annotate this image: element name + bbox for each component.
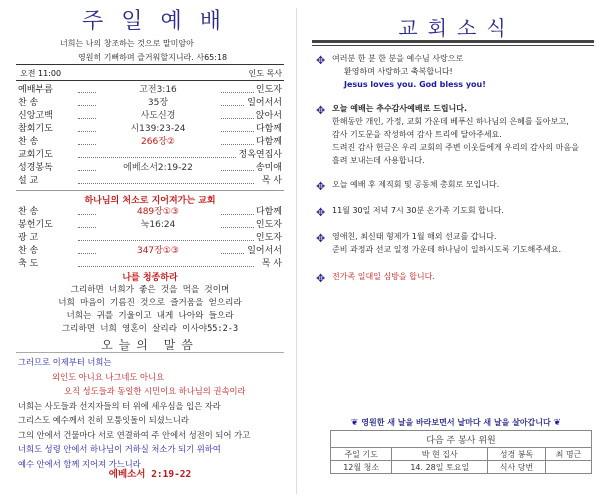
order-reference: 시139:23-24 <box>96 123 220 136</box>
order-reference: 266장② <box>96 136 220 149</box>
order-reference: 489장①③ <box>96 206 220 219</box>
order-row <box>16 123 284 136</box>
news-line: 한해동안 개인, 가정, 교회 가운데 베푸신 하나님의 은혜를 돌아보고, <box>332 117 569 126</box>
order-label: 찬 송 <box>18 246 39 256</box>
service-roster-table <box>330 430 592 474</box>
news-line: 11월 30일 저녁 7시 30분 온가족 기도회 합니다. <box>332 206 504 215</box>
today-word-heading: 오늘의 말씀 <box>101 338 199 352</box>
table-cell: 박 현 집사 <box>392 448 488 461</box>
scripture-line: 예수 안에서 함께 지어져 가느니라 <box>18 458 141 469</box>
scripture-line: 외인도 아니요 나그네도 아니요 <box>52 371 165 382</box>
dove-icon: ✥ <box>316 272 326 285</box>
dot-leader <box>78 266 254 267</box>
news-title: 교회소식 <box>398 16 516 40</box>
order-row <box>16 84 284 97</box>
order-person: 인도자 <box>255 233 282 243</box>
worship-title: 주일예배 <box>82 9 240 34</box>
scripture-line: 오직 성도들과 동일한 시민이요 하나님의 권속이라 <box>64 386 246 396</box>
scripture-passage <box>18 355 284 471</box>
table-row <box>331 431 592 448</box>
order-person: 목 사 <box>261 176 282 186</box>
worship-order-list-2 <box>16 206 284 271</box>
roster-caption: 다음 주 봉사 위원 <box>331 431 592 448</box>
news-line: 드려진 감사 헌금은 우리 교회의 주변 이웃들에게 우리의 감사의 마음을 <box>332 143 579 152</box>
order-reference: 에베소서2:19-22 <box>96 162 220 175</box>
order-row <box>16 175 284 188</box>
service-time: 오전 11:00 <box>20 69 62 78</box>
header-rule <box>16 64 284 65</box>
order-label: 찬 송 <box>18 98 39 108</box>
order-row <box>16 97 284 110</box>
epigraph-line-1: 너희는 나의 창조하는 것으로 말미암아 <box>60 39 194 48</box>
order-row <box>16 136 284 149</box>
news-line: 준비 과정과 선교 일정 가운데 하나님이 일하시도록 기도해주세요. <box>332 245 561 254</box>
order-label: 신앙고백 <box>18 111 53 121</box>
prayer-line: 그리하면 너희 영혼이 살리라 이사야55:2-3 <box>61 324 239 334</box>
sermon-title: 하나님의 처소로 지어져가는 교회 <box>84 196 216 206</box>
scripture-line: 그러므로 이제부터 너희는 <box>18 357 112 367</box>
order-label: 봉헌기도 <box>18 220 53 230</box>
worship-order-column <box>16 0 284 501</box>
order-row <box>16 149 284 162</box>
church-news-column <box>312 0 594 501</box>
order-reference: 눅16:24 <box>96 219 220 232</box>
table-row <box>331 448 592 461</box>
news-line: 여러분 한 분 한 분을 예수님 사랑으로 <box>332 54 464 63</box>
time-row <box>20 68 282 79</box>
dove-icon: ✥ <box>316 104 326 117</box>
table-row <box>331 461 592 474</box>
table-cell: 12월 청소 <box>331 461 392 474</box>
motto-text: 영원한 새 날을 바라보면서 날마다 새 날을 살아갑니다 <box>361 418 551 427</box>
dot-leader <box>78 240 254 241</box>
prayer-line: 너희 마음이 기름진 것으로 즐거움을 얻으리라 <box>58 298 242 308</box>
order-label: 성경봉독 <box>18 163 53 173</box>
table-cell: 식사 당번 <box>488 461 546 474</box>
order-reference: 고전3:16 <box>96 84 220 97</box>
order-person: 목 사 <box>261 259 282 269</box>
scripture-line: 너희도 성령 안에서 하나님이 거하실 처소가 되기 위하여 <box>18 444 221 454</box>
dove-icon: ✥ <box>316 206 326 219</box>
order-row <box>16 162 284 175</box>
flourish-icon: ❦ <box>350 418 359 428</box>
prayer-verse <box>16 284 284 336</box>
order-person: 정옥연집사 <box>238 150 282 160</box>
prayer-line: 너희는 귀를 기울이고 내게 나아와 들으라 <box>66 311 234 321</box>
order-reference: 347장①③ <box>96 245 220 258</box>
order-person: 일어서서 <box>247 98 282 108</box>
order-person: 인도자 <box>255 85 282 95</box>
order-reference: 사도신경 <box>96 110 220 123</box>
order-row <box>16 232 284 245</box>
order-reference: 35장 <box>96 97 220 110</box>
order-person: 인도자 <box>255 220 282 230</box>
table-cell: 14. 28일 토요일 <box>392 461 488 474</box>
epigraph-line-2: 영원히 기뻐하며 즐거워할지니라. 사65:18 <box>78 53 228 62</box>
order-row <box>16 219 284 232</box>
news-line-english: Jesus loves you. God bless you! <box>344 80 486 89</box>
flourish-icon: ❦ <box>553 418 562 428</box>
order-person: 앉아서 <box>255 111 282 121</box>
dot-leader <box>78 183 254 184</box>
order-label: 찬 송 <box>18 207 39 217</box>
table-cell: 성경 봉독 <box>488 448 546 461</box>
news-line: 감사 기도문을 작성하여 감사 트리에 달아주세요. <box>332 130 502 139</box>
worship-order-list <box>16 84 284 188</box>
news-line: 환영하며 사랑하고 축복합니다! <box>344 67 453 76</box>
order-label: 광 고 <box>18 233 39 243</box>
today-word-rule <box>16 352 284 353</box>
news-title-rule <box>312 40 594 43</box>
order-person: 다함께 <box>255 207 282 217</box>
dove-icon: ✥ <box>316 232 326 245</box>
motto-banner <box>322 416 590 430</box>
order-row <box>16 110 284 123</box>
news-title-rule-thin <box>312 45 594 46</box>
news-line: 흘려 보내는데 사용합니다. <box>332 156 425 165</box>
order-label: 예배부름 <box>18 85 53 95</box>
table-cell: 주일 기도 <box>331 448 392 461</box>
table-cell: 최 명근 <box>545 448 591 461</box>
order-rule <box>16 190 284 191</box>
news-line: 영애친, 최신태 형제가 1월 해외 선교를 갑니다. <box>332 232 497 241</box>
order-row <box>16 206 284 219</box>
scripture-line: 그의 안에서 건물마다 서로 연결하여 주 안에서 성전이 되어 가고 <box>18 429 251 440</box>
dot-leader <box>78 157 254 158</box>
order-row <box>16 245 284 258</box>
order-label: 찬 송 <box>18 137 39 147</box>
dove-icon: ✥ <box>316 54 326 67</box>
prayer-title: 나를 청종하라 <box>122 273 178 283</box>
table-cell <box>545 461 591 474</box>
scripture-line: 너희는 사도들과 선지자들의 터 위에 세우심을 입은 자라 <box>18 400 221 411</box>
order-person: 일어서서 <box>247 246 282 256</box>
order-label: 설 교 <box>18 176 39 186</box>
column-divider <box>296 8 297 494</box>
prayer-line: 그리하면 너희가 좋은 것을 먹을 것이며 <box>70 285 230 295</box>
scripture-reference: 에베소서 2:19-22 <box>108 469 192 480</box>
dove-icon: ✥ <box>316 180 326 193</box>
order-label: 교회기도 <box>18 150 53 160</box>
time-rule <box>16 80 284 81</box>
order-label: 참회기도 <box>18 124 53 134</box>
news-line: 오늘 예배는 추수감사예배로 드립니다. <box>332 104 468 113</box>
order-label: 축 도 <box>18 259 39 269</box>
news-line: 전가족 일대일 심방을 합니다. <box>332 272 435 281</box>
order-person: 송미애 <box>255 163 282 173</box>
order-person: 다함께 <box>255 137 282 147</box>
news-line: 오늘 예배 후 제직회 및 공동체 총회로 모입니다. <box>332 180 500 189</box>
order-person: 다함께 <box>255 124 282 134</box>
scripture-line: 그리스도 예수께서 친히 모퉁잇돌이 되셨느니라 <box>18 415 189 425</box>
service-leader: 인도 목사 <box>248 69 282 78</box>
